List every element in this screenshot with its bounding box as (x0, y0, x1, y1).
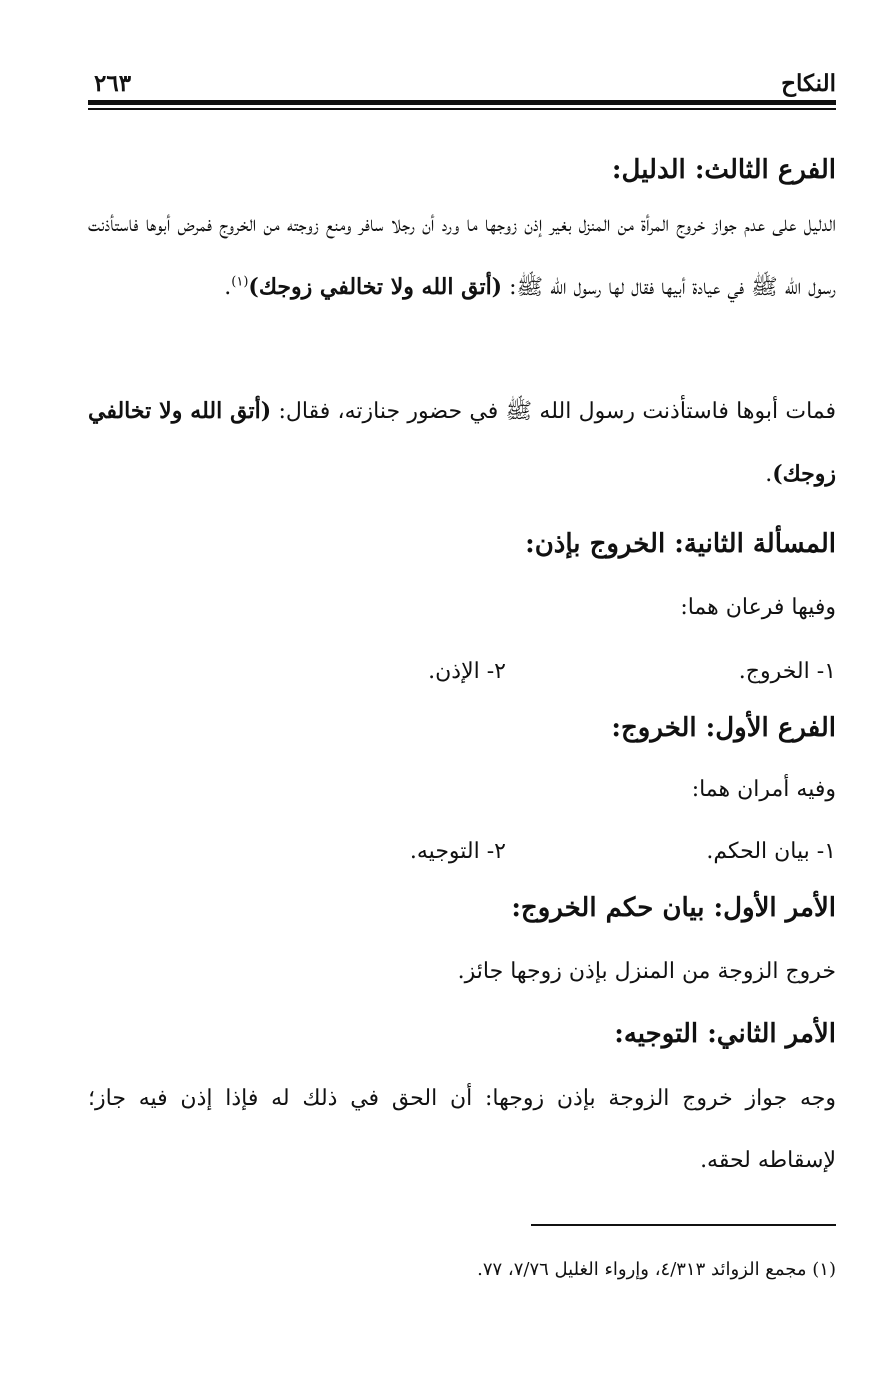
list-item: ١- الخروج. (738, 659, 836, 684)
section4-text (88, 954, 836, 990)
intro-line: وفيها فرعان هما: (680, 595, 836, 620)
section-going-out-with-permission (88, 526, 836, 562)
page-number: ٢٦٣ (94, 70, 132, 97)
list-item: ١- بيان الحكم. (706, 839, 836, 864)
paragraph-end: . (224, 275, 232, 300)
paragraph (88, 380, 836, 506)
footnote-marker: (١) (231, 274, 249, 290)
book-page (88, 60, 836, 1360)
evidence-paragraph-2 (88, 380, 836, 506)
section-heading: الفرع الثالث: الدليل: (611, 155, 836, 185)
section-heading: الفرع الأول: الخروج: (611, 713, 836, 743)
section-heading: الأمر الأول: بيان حكم الخروج: (511, 893, 836, 923)
paragraph (88, 194, 836, 319)
footnote-block (88, 1238, 836, 1302)
section2-list (88, 654, 836, 690)
section-justification (88, 1016, 836, 1052)
section-evidence (88, 152, 836, 188)
item-pair (88, 654, 836, 690)
footnote-text: (١) مجمع الزوائد ٤/٣١٣، وإرواء الغليل ٧/٧٦، ٧٧. (477, 1259, 836, 1280)
paragraph-end: . (765, 462, 773, 487)
hadith-quote: (أتق الله ولا تخالفي زوجك) (248, 274, 503, 300)
chapter-title: النكاح (781, 70, 836, 97)
justification-text: وجه جواز خروج الزوجة بإذن زوجها: أن الحق في ذلك له فإذا إذن فيه جاز؛ لإسقاطه لحقه. (88, 1086, 836, 1173)
paragraph-text: فمات أبوها فاستأذنت رسول الله ﷺ في حضور جنازته، فقال: (271, 399, 837, 424)
footnote-rule (531, 1224, 836, 1226)
list-item: ٢- التوجيه. (409, 839, 506, 864)
header-rule-thin (88, 108, 836, 110)
section-heading: الأمر الثاني: التوجيه: (614, 1019, 836, 1049)
hadith-quote: (أتق الله ولا تخالفي زوجك) (88, 398, 836, 487)
header-rule-thick (88, 100, 836, 105)
paragraph-text: الدليل على عدم جواز خروج المرأة من المنزل بغير إذن زوجها ما ورد أن رجلا سافر ومنع زوجته من الخروج فمرض أبوها فاستأذنت رسول الله ﷺ في عيادة أبيها فقال لها رسول الله ﷺ: (88, 212, 836, 300)
ruling-text: خروج الزوجة من المنزل بإذن زوجها جائز. (457, 959, 836, 984)
list-item: ٢- الإذن. (428, 659, 506, 684)
item-pair (88, 834, 836, 870)
section-ruling (88, 890, 836, 926)
section3-list (88, 834, 836, 870)
section-going-out (88, 710, 836, 746)
section5-text (88, 1068, 836, 1192)
page-header (88, 60, 836, 112)
section2-intro (88, 590, 836, 626)
intro-line: وفيه أمران هما: (691, 777, 836, 802)
evidence-paragraph-1 (88, 194, 836, 319)
section-heading: المسألة الثانية: الخروج بإذن: (525, 529, 836, 559)
section3-intro (88, 772, 836, 808)
